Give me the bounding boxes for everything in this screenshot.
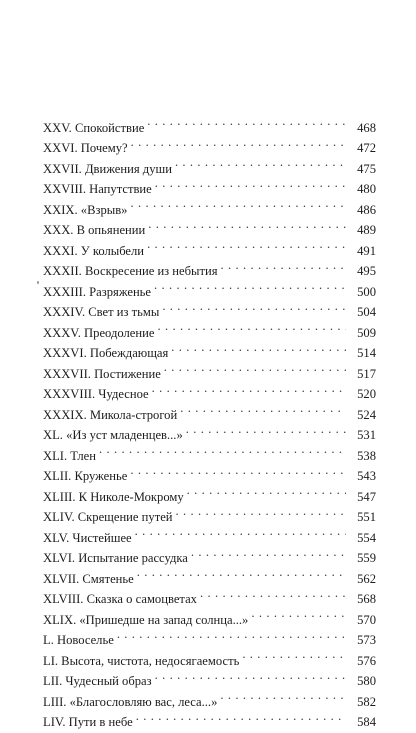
toc-entry-title: XXVI. Почему? xyxy=(43,141,128,155)
toc-dot-leader xyxy=(152,378,346,399)
toc-entry-page-number: 472 xyxy=(357,141,376,155)
toc-dot-leader xyxy=(220,685,346,706)
toc-entry-title: XL. «Из уст младенцев...» xyxy=(43,428,183,442)
toc-dot-leader xyxy=(162,296,346,317)
toc-entry-title: LI. Высота, чистота, недосягаемость xyxy=(43,653,240,668)
toc-entry-page-number: 517 xyxy=(357,366,376,381)
toc-entry-page-number: 520 xyxy=(357,387,376,401)
toc-entry-title: XXX. В опьянении xyxy=(43,223,146,237)
toc-dot-leader xyxy=(99,439,346,460)
toc-dot-leader xyxy=(180,398,346,419)
toc-entry-page-number: 580 xyxy=(357,674,376,688)
toc-entry-title: LII. Чудесный образ xyxy=(43,674,152,688)
toc-entry-title: XXXII. Воскресение из небытия xyxy=(43,264,218,278)
toc-entry-title: XXXVII. Постижение xyxy=(43,366,161,381)
toc-dot-leader xyxy=(186,419,346,440)
toc-entry xyxy=(43,111,376,135)
print-speck xyxy=(37,281,39,284)
toc-entry-title: LIII. «Благословляю вас, леса...» xyxy=(43,694,218,709)
toc-entry-title: XLVI. Испытание рассудка xyxy=(43,551,188,565)
toc-entry-title: XXV. Спокойствие xyxy=(43,120,145,135)
toc-entry-title: XXVIII. Напутствие xyxy=(43,182,152,196)
toc-entry-title: L. Новоселье xyxy=(43,633,114,647)
toc-entry-page-number: 509 xyxy=(357,325,376,340)
toc-entry-title: XLIV. Скрещение путей xyxy=(43,510,173,524)
toc-entry-page-number: 504 xyxy=(357,305,376,319)
table-of-contents xyxy=(43,111,376,729)
toc-dot-leader xyxy=(154,275,346,296)
toc-entry-page-number: 491 xyxy=(357,243,376,258)
toc-dot-leader xyxy=(147,234,346,255)
toc-entry-page-number: 514 xyxy=(357,346,376,360)
toc-entry-title: XXIX. «Взрыв» xyxy=(43,202,128,217)
toc-entry-title: XXXIV. Свет из тьмы xyxy=(43,305,160,319)
toc-entry-page-number: 524 xyxy=(357,407,376,422)
toc-dot-leader xyxy=(251,603,346,624)
toc-entry-title: XLVII. Смятенье xyxy=(43,571,134,586)
toc-dot-leader xyxy=(155,173,346,194)
toc-entry-title: XLIX. «Пришедше на запад солнца...» xyxy=(43,612,249,627)
toc-entry-title: XXXIX. Микола-строгой xyxy=(43,407,178,422)
toc-entry-page-number: 559 xyxy=(357,551,376,565)
toc-dot-leader xyxy=(131,132,346,153)
toc-dot-leader xyxy=(175,152,346,173)
toc-entry-page-number: 584 xyxy=(357,715,376,729)
toc-dot-leader xyxy=(130,193,346,214)
toc-entry-page-number: 538 xyxy=(357,448,376,463)
toc-entry-page-number: 570 xyxy=(357,612,376,627)
toc-entry-title: XXXVI. Побеждающая xyxy=(43,346,169,360)
toc-entry-page-number: 547 xyxy=(357,489,376,504)
toc-dot-leader xyxy=(117,624,346,645)
toc-entry-title: XXXVIII. Чудесное xyxy=(43,387,149,401)
toc-dot-leader xyxy=(135,521,346,542)
toc-entry-title: LIV. Пути в небе xyxy=(43,715,133,729)
toc-dot-leader xyxy=(155,665,346,686)
toc-entry-page-number: 486 xyxy=(357,202,376,217)
toc-entry-title: XLI. Тлен xyxy=(43,448,96,463)
toc-entry-page-number: 489 xyxy=(357,223,376,237)
toc-entry-page-number: 475 xyxy=(357,161,376,176)
toc-dot-leader xyxy=(147,111,346,132)
toc-entry-page-number: 551 xyxy=(357,510,376,524)
toc-dot-leader xyxy=(164,357,346,378)
toc-dot-leader xyxy=(200,583,346,604)
toc-entry-page-number: 480 xyxy=(357,182,376,196)
toc-entry-page-number: 554 xyxy=(357,530,376,545)
toc-dot-leader xyxy=(137,562,346,583)
toc-entry-title: XXXI. У колыбели xyxy=(43,243,145,258)
toc-dot-leader xyxy=(187,480,346,501)
toc-entry-title: XLV. Чистейшее xyxy=(43,530,132,545)
toc-dot-leader xyxy=(176,501,346,522)
toc-dot-leader xyxy=(148,214,346,235)
toc-entry-title: XLIII. К Николе-Мокрому xyxy=(43,489,184,504)
toc-entry-page-number: 562 xyxy=(357,571,376,586)
toc-dot-leader xyxy=(191,542,346,563)
toc-entry-title: XLVIII. Сказка о самоцветах xyxy=(43,592,197,606)
toc-entry-page-number: 568 xyxy=(357,592,376,606)
toc-dot-leader xyxy=(136,706,346,727)
toc-dot-leader xyxy=(157,316,346,337)
toc-entry-title: XXXV. Преодоление xyxy=(43,325,155,340)
toc-entry-page-number: 576 xyxy=(357,653,376,668)
toc-entry-title: XXVII. Движения души xyxy=(43,161,172,176)
toc-entry-title: XXXIII. Разряженье xyxy=(43,284,152,299)
toc-entry-page-number: 582 xyxy=(357,694,376,709)
toc-dot-leader xyxy=(130,460,346,481)
toc-entry-title: XLII. Круженье xyxy=(43,469,128,483)
toc-entry-page-number: 468 xyxy=(357,120,376,135)
toc-entry-page-number: 531 xyxy=(357,428,376,442)
toc-dot-leader xyxy=(171,337,346,358)
toc-entry-page-number: 495 xyxy=(357,264,376,278)
toc-entry-page-number: 500 xyxy=(357,284,376,299)
toc-dot-leader xyxy=(242,644,346,665)
toc-dot-leader xyxy=(221,255,346,276)
toc-entry-page-number: 543 xyxy=(357,469,376,483)
toc-entry-page-number: 573 xyxy=(357,633,376,647)
